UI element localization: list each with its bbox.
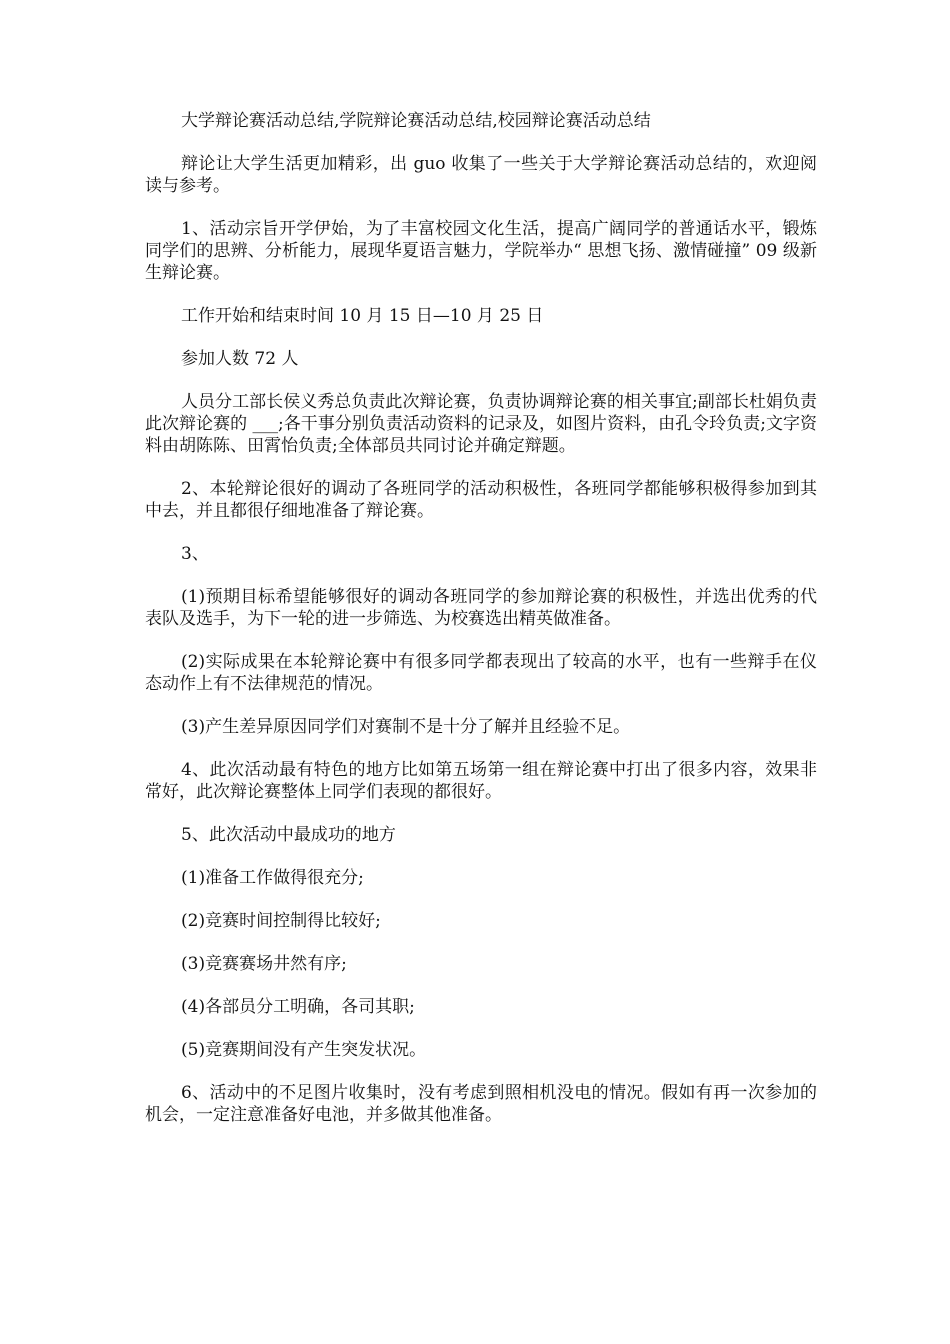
paragraph-section-5: 5、此次活动中最成功的地方 [181, 825, 396, 845]
list-item: (1)准备工作做得很充分; [181, 868, 364, 888]
paragraph-section-6: 6、活动中的不足图片收集时，没有考虑到照相机没电的情况。假如有再一次参加的机会，一定注意准备好电池，并多做其他准备。 [145, 1083, 817, 1125]
list-item: (2)竞赛时间控制得比较好; [181, 911, 381, 931]
document-body [145, 110, 817, 1147]
paragraph-time: 工作开始和结束时间 10 月 15 日—10 月 25 日 [181, 306, 544, 326]
list-item: (5)竞赛期间没有产生突发状况。 [181, 1040, 427, 1060]
paragraph-intro: 辩论让大学生活更加精彩，出 guo 收集了一些关于大学辩论赛活动总结的，欢迎阅读与参考。 [145, 154, 817, 196]
paragraph-purpose: 1、活动宗旨开学伊始，为了丰富校园文化生活，提高广阔同学的普通话水平，锻炼同学们的思辨、分析能力，展现华夏语言魅力，学院举办“ 思想飞扬、激情碰撞” 09 级新生辩论赛。 [145, 219, 817, 283]
paragraph-section-2: 2、本轮辩论很好的调动了各班同学的活动积极性，各班同学都能够积极得参加到其中去，并且都很仔细地准备了辩论赛。 [145, 479, 817, 521]
paragraph-section-3: 3、 [181, 544, 209, 564]
paragraph-expected-goal: (1)预期目标希望能够很好的调动各班同学的参加辩论赛的积极性，并选出优秀的代表队及选手，为下一轮的进一步筛选、为校赛选出精英做准备。 [145, 587, 817, 629]
paragraph-participants: 参加人数 72 人 [181, 349, 299, 369]
paragraph-section-4: 4、此次活动最有特色的地方比如第五场第一组在辩论赛中打出了很多内容，效果非常好，此次辩论赛整体上同学们表现的都很好。 [145, 760, 817, 802]
list-item: (3)竞赛赛场井然有序; [181, 954, 347, 974]
paragraph-division: 人员分工部长侯义秀总负责此次辩论赛，负责协调辩论赛的相关事宜;副部长杜娟负责此次辩论赛的 ___;各干事分别负责活动资料的记录及，如图片资料，由孔令玲负责;文字资料由胡陈陈、田霄怡负责;全体部员共同讨论并确定辩题。 [145, 392, 817, 456]
list-item: (4)各部员分工明确，各司其职; [181, 997, 415, 1017]
document-title: 大学辩论赛活动总结,学院辩论赛活动总结,校园辩论赛活动总结 [181, 111, 651, 131]
paragraph-difference-reason: (3)产生差异原因同学们对赛制不是十分了解并且经验不足。 [181, 717, 631, 737]
paragraph-actual-result: (2)实际成果在本轮辩论赛中有很多同学都表现出了较高的水平，也有一些辩手在仪态动作上有不法律规范的情况。 [145, 652, 817, 694]
